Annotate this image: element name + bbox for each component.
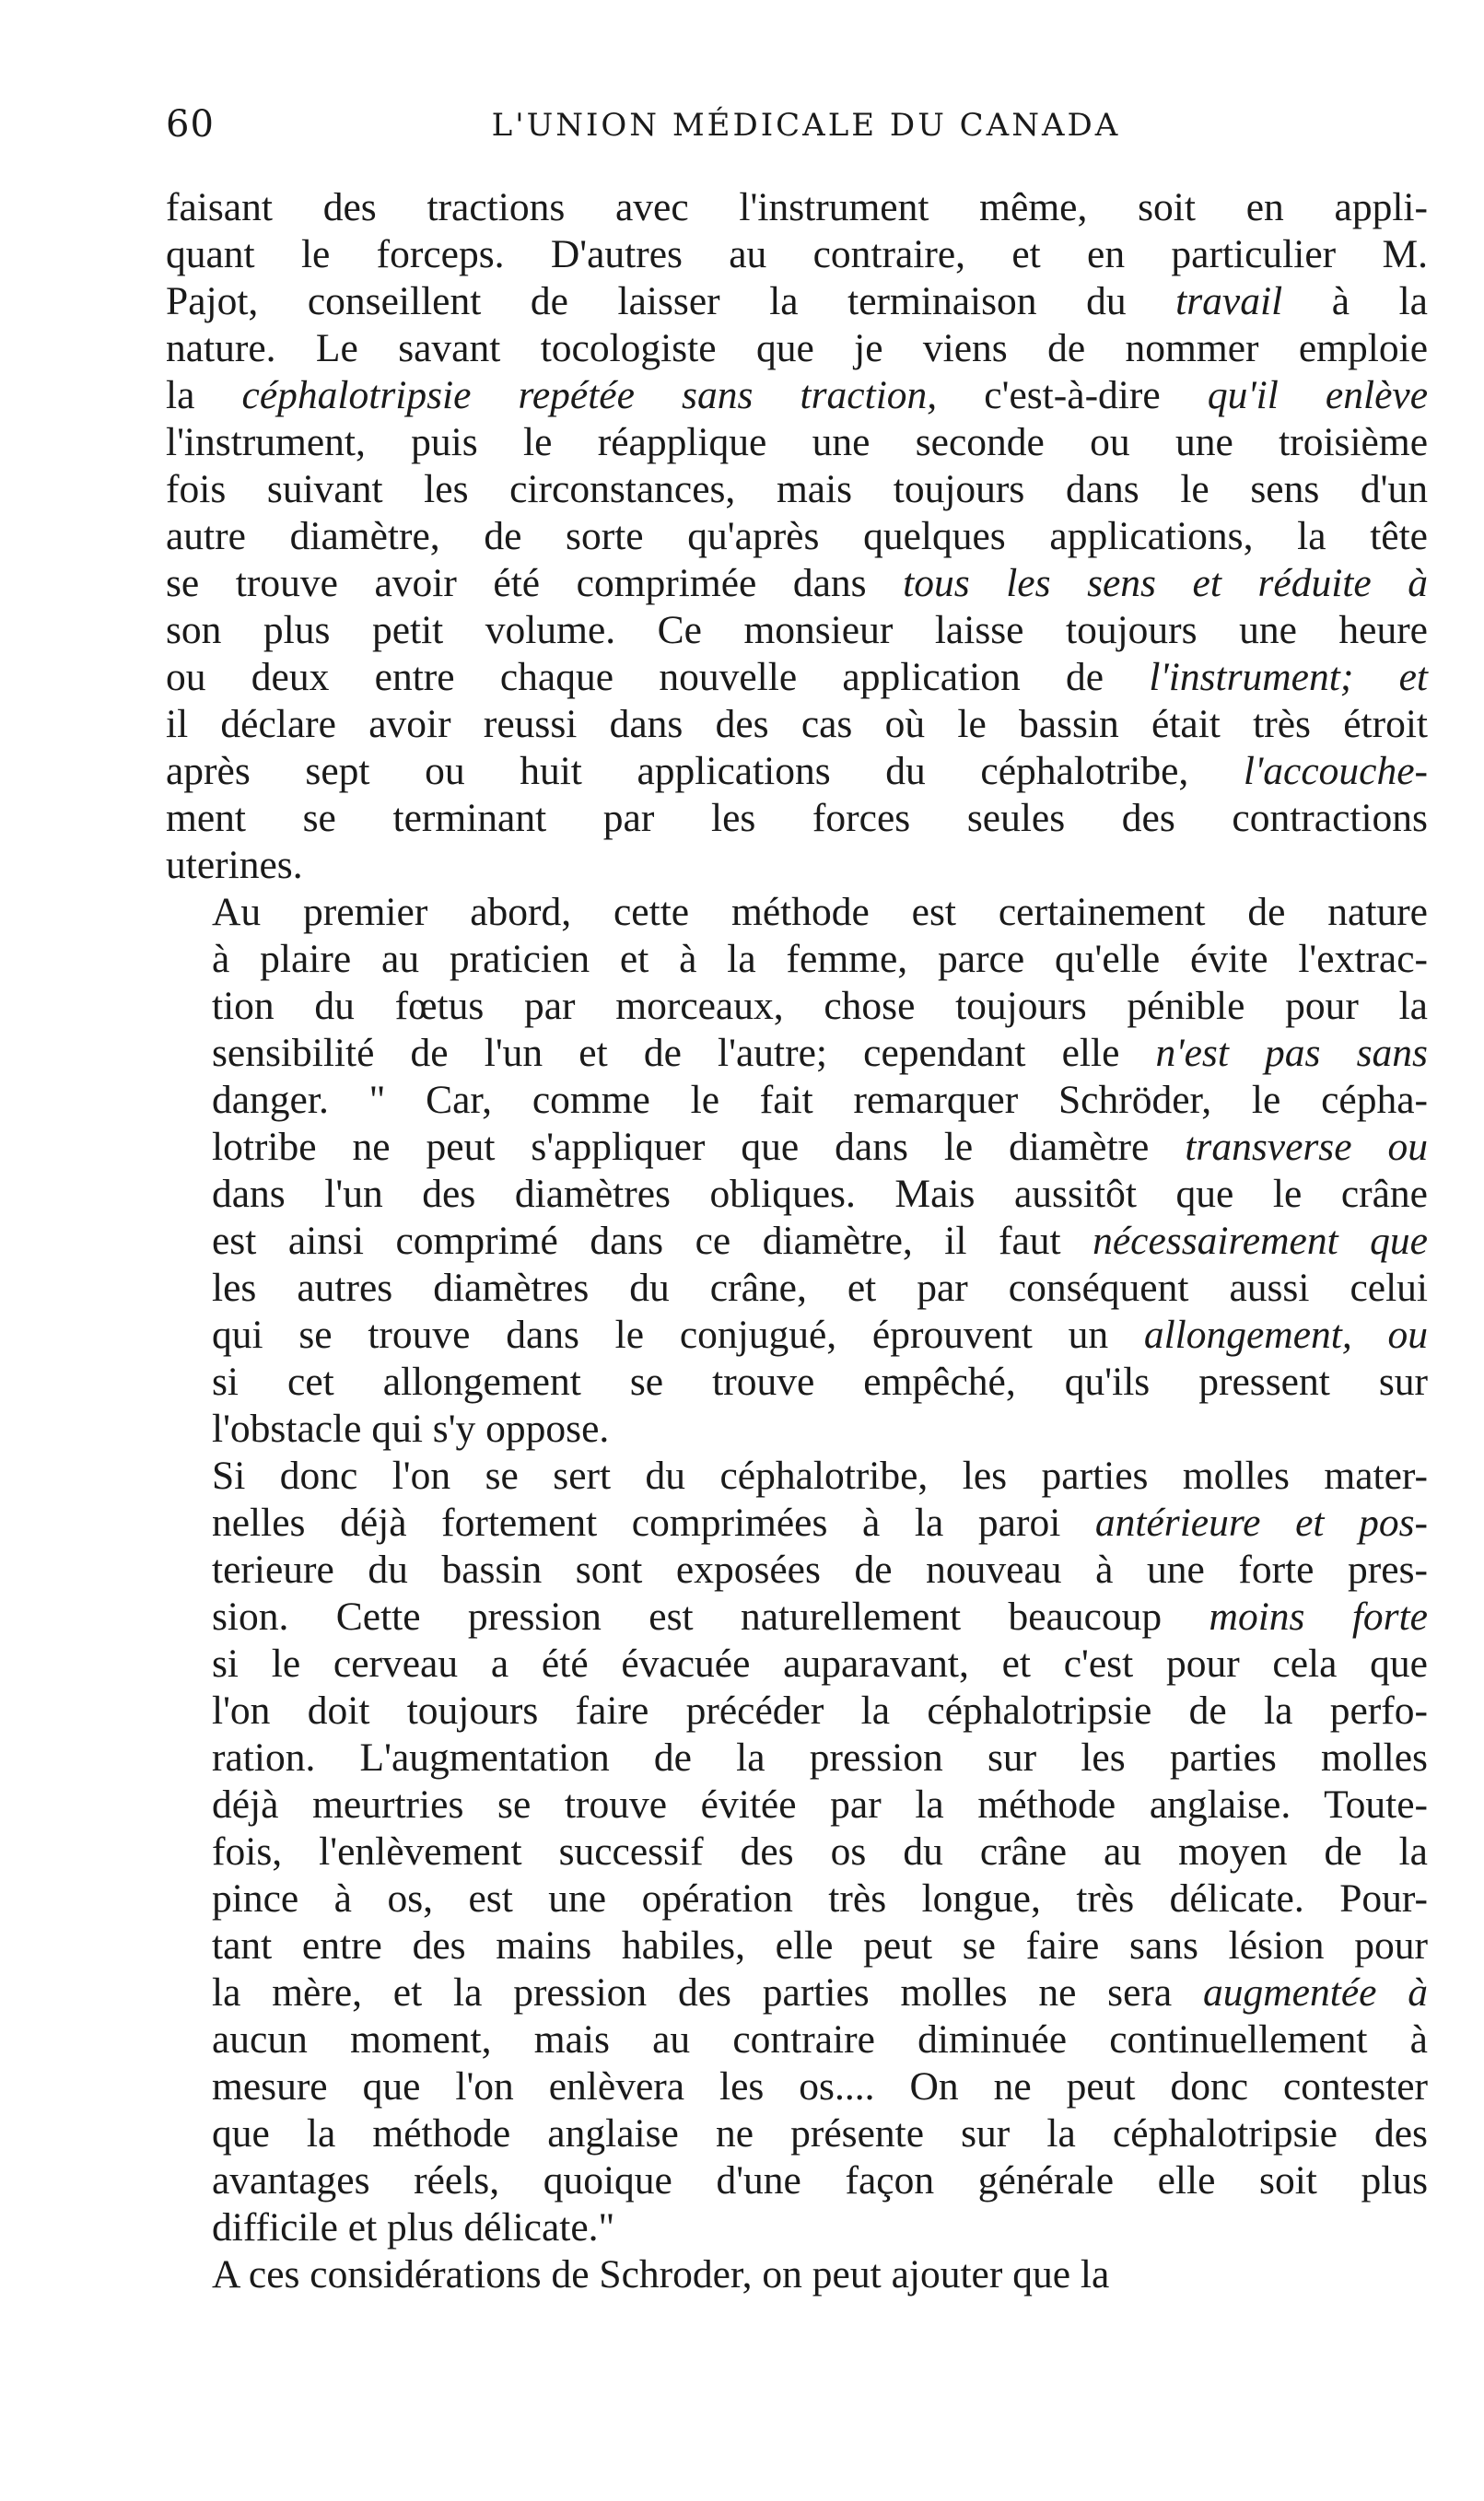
- text-line: [166, 983, 1428, 1030]
- text-run: faisant des tractions avec l'instrument même, soit en appli-: [166, 185, 1428, 229]
- italic-text: l'instrument; et: [1149, 655, 1428, 699]
- text-line: [166, 1500, 1428, 1547]
- text-run: se trouve avoir été comprimée dans: [166, 561, 904, 605]
- text-run: mesure que l'on enlèvera les os.... On ne peut donc contester: [212, 2064, 1428, 2109]
- text-line: [166, 889, 1428, 936]
- text-line: [166, 2063, 1428, 2110]
- italic-text: nécessairement que: [1093, 1219, 1428, 1263]
- text-run: ration. L'augmentation de la pression sur les parties molles: [212, 1736, 1428, 1780]
- text-line: [166, 372, 1428, 419]
- text-line: [166, 654, 1428, 701]
- text-run: lotribe ne peut s'appliquer que dans le diamètre: [212, 1125, 1186, 1169]
- text-run: si le cerveau a été évacuée auparavant, et c'est pour cela que: [212, 1642, 1428, 1686]
- text-line: [166, 466, 1428, 513]
- text-run: l'obstacle qui s'y oppose.: [212, 1407, 610, 1451]
- text-line: [166, 231, 1428, 278]
- text-run: il déclare avoir reussi dans des cas où le bassin était très étroit: [166, 702, 1428, 746]
- paragraph: [166, 1453, 1428, 2251]
- text-run: ou deux entre chaque nouvelle application de: [166, 655, 1150, 699]
- text-run: déjà meurtries se trouve évitée par la méthode anglaise. Toute-: [212, 1782, 1428, 1827]
- text-run: les autres diamètres du crâne, et par conséquent aussi celui: [212, 1266, 1428, 1310]
- text-run: la mère, et la pression des parties molles ne sera: [212, 1970, 1204, 2015]
- text-line: [166, 1171, 1428, 1218]
- page-number: 60: [166, 103, 215, 146]
- text-run: ment se terminant par les forces seules des contractions: [166, 796, 1428, 840]
- paragraph: [166, 184, 1428, 889]
- text-line: [166, 701, 1428, 748]
- text-line: [166, 795, 1428, 842]
- text-line: [166, 1829, 1428, 1876]
- text-run: est ainsi comprimé dans ce diamètre, il faut: [212, 1219, 1093, 1263]
- text-line: [166, 1265, 1428, 1312]
- text-run: sion. Cette pression est naturellement beaucoup: [212, 1595, 1209, 1639]
- text-line: [166, 1688, 1428, 1735]
- text-run: dans l'un des diamètres obliques. Mais aussitôt que le crâne: [212, 1172, 1428, 1216]
- text-line: [166, 1030, 1428, 1077]
- text-run: l'on doit toujours faire précéder la céphalotripsie de la perfo-: [212, 1689, 1428, 1733]
- body-text: [166, 184, 1428, 2298]
- text-line: [166, 2016, 1428, 2063]
- text-run: qui se trouve dans le conjugué, éprouvent un: [212, 1313, 1144, 1357]
- text-run: son plus petit volume. Ce monsieur laisse toujours une heure: [166, 608, 1428, 652]
- text-line: [166, 2251, 1428, 2298]
- text-line: [166, 419, 1428, 466]
- italic-text: travail: [1175, 279, 1283, 323]
- text-line: [166, 607, 1428, 654]
- text-run: tant entre des mains habiles, elle peut se faire sans lésion pour: [212, 1923, 1428, 1968]
- journal-title: L'UNION MÉDICALE DU CANADA: [491, 107, 1121, 144]
- italic-text: l'accouche-: [1243, 749, 1428, 793]
- italic-text: n'est pas sans: [1155, 1031, 1428, 1075]
- text-run: difficile et plus délicate.": [212, 2205, 615, 2250]
- text-line: [166, 1547, 1428, 1594]
- text-run: autre diamètre, de sorte qu'après quelques applications, la tête: [166, 514, 1428, 558]
- text-run: fois suivant les circonstances, mais toujours dans le sens d'un: [166, 467, 1428, 511]
- text-run: sensibilité de l'un et de l'autre; cependant elle: [212, 1031, 1156, 1075]
- text-run: c'est-à-dire: [937, 373, 1208, 417]
- text-run: nelles déjà fortement comprimées à la paroi: [212, 1501, 1095, 1545]
- text-run: Si donc l'on se sert du céphalotribe, les parties molles mater-: [212, 1454, 1428, 1498]
- text-run: tion du fœtus par morceaux, chose toujours pénible pour la: [212, 984, 1428, 1028]
- text-line: [166, 1312, 1428, 1359]
- text-run: A ces considérations de Schroder, on peut ajouter que la: [212, 2252, 1110, 2296]
- text-run: quant le forceps. D'autres au contraire, et en particulier M.: [166, 232, 1428, 276]
- text-run: pince à os, est une opération très longue, très délicate. Pour-: [212, 1876, 1428, 1921]
- italic-text: allongement, ou: [1143, 1313, 1428, 1357]
- text-run: danger. " Car, comme le fait remarquer Schröder, le cépha-: [212, 1078, 1428, 1122]
- text-line: [166, 560, 1428, 607]
- paragraph: [166, 889, 1428, 1453]
- text-run: avantages réels, quoique d'une façon générale elle soit plus: [212, 2158, 1428, 2203]
- text-line: [166, 184, 1428, 231]
- text-run: terieure du bassin sont exposées de nouveau à une forte pres-: [212, 1548, 1428, 1592]
- text-run: l'instrument, puis le réapplique une seconde ou une troisième: [166, 420, 1428, 464]
- text-line: [166, 1406, 1428, 1453]
- text-line: [166, 748, 1428, 795]
- italic-text: augmentée à: [1203, 1970, 1428, 2015]
- text-run: fois, l'enlèvement successif des os du crâne au moyen de la: [212, 1829, 1428, 1874]
- text-line: [166, 1077, 1428, 1124]
- text-line: [166, 1735, 1428, 1782]
- text-line: [166, 1453, 1428, 1500]
- text-line: [166, 1922, 1428, 1969]
- text-line: [166, 1876, 1428, 1922]
- italic-text: moins forte: [1209, 1595, 1428, 1639]
- text-line: [166, 1641, 1428, 1688]
- paragraph: [166, 2251, 1428, 2298]
- running-head: [166, 103, 1446, 158]
- text-run: à la: [1282, 279, 1428, 323]
- text-line: [166, 1359, 1428, 1406]
- text-line: [166, 513, 1428, 560]
- text-run: aucun moment, mais au contraire diminuée continuellement à: [212, 2017, 1428, 2062]
- text-run: Pajot, conseillent de laisser la terminaison du: [166, 279, 1176, 323]
- text-line: [166, 325, 1428, 372]
- text-run: Au premier abord, cette méthode est certainement de nature: [212, 890, 1428, 934]
- italic-text: tous les sens et réduite à: [903, 561, 1428, 605]
- italic-text: antérieure et pos-: [1094, 1501, 1428, 1545]
- text-line: [166, 1594, 1428, 1641]
- text-run: que la méthode anglaise ne présente sur la céphalotripsie des: [212, 2111, 1428, 2156]
- italic-text: transverse ou: [1185, 1125, 1428, 1169]
- text-run: nature. Le savant tocologiste que je viens de nommer emploie: [166, 326, 1428, 370]
- text-line: [166, 1124, 1428, 1171]
- text-run: si cet allongement se trouve empêché, qu'ils pressent sur: [212, 1360, 1428, 1404]
- text-line: [166, 1782, 1428, 1829]
- text-line: [166, 1218, 1428, 1265]
- text-run: après sept ou huit applications du céphalotribe,: [166, 749, 1244, 793]
- text-line: [166, 2110, 1428, 2157]
- text-run: la: [166, 373, 242, 417]
- text-run: à plaire au praticien et à la femme, parce qu'elle évite l'extrac-: [212, 937, 1428, 981]
- italic-text: qu'il enlève: [1207, 373, 1429, 417]
- text-line: [166, 842, 1428, 889]
- text-line: [166, 936, 1428, 983]
- italic-text: céphalotripsie repétée sans traction,: [241, 373, 938, 417]
- text-line: [166, 278, 1428, 325]
- text-line: [166, 2204, 1428, 2251]
- text-line: [166, 2157, 1428, 2204]
- text-run: uterines.: [166, 843, 303, 887]
- text-line: [166, 1969, 1428, 2016]
